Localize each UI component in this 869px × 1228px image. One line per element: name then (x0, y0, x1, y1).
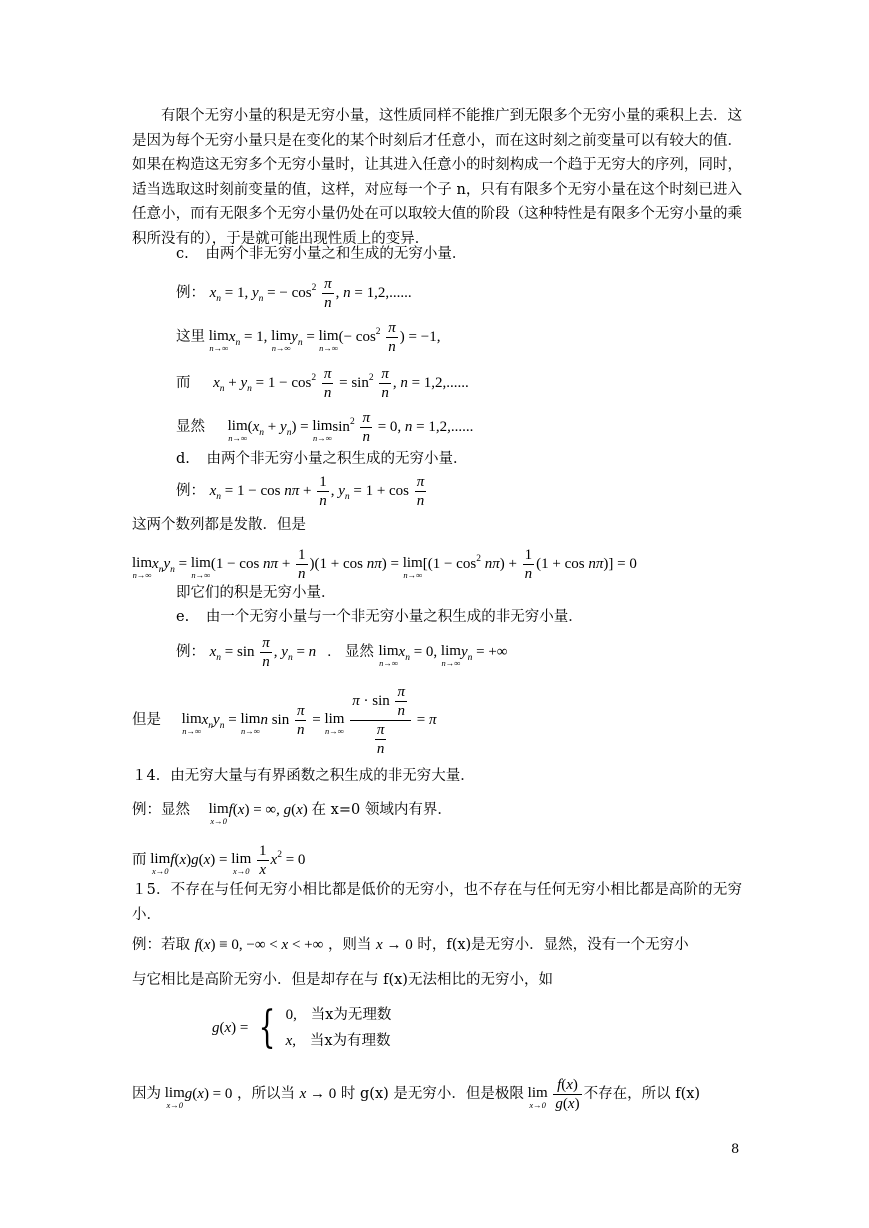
d-example-label: 例： (176, 483, 205, 499)
c-here-label: 这里 (176, 329, 205, 345)
s14-example-line (132, 792, 452, 828)
s15-x-to-0-b: x → 0 (299, 1086, 337, 1102)
s15-example-line (132, 932, 689, 958)
item-e-text: 由一个无穷小量与一个非无穷小量之积生成的非无穷小量． (205, 609, 583, 625)
s14-example-formula: lim x→0 f(x) = ∞, g(x) (208, 801, 312, 827)
c-example-line (176, 270, 412, 317)
c-and-label: 而 (176, 375, 191, 391)
s14-and-line (132, 836, 305, 879)
item-d-text: 由两个非无穷小量之积生成的无穷小量． (206, 451, 468, 467)
d-both-divergent: 这两个数列都是发散．但是 (132, 517, 306, 533)
s14-example-label: 例：显然 (132, 802, 190, 818)
d-product-is-infinitesimal: 即它们的积是无穷小量． (176, 585, 336, 601)
section-15-heading: １5．不存在与任何无穷小相比都是低价的无穷小，也不存在与任何无穷小相比都是高阶的无穷小． (132, 882, 742, 923)
s15-gx-lhs: g(x) = (212, 1020, 249, 1036)
s15-lim-gx: lim x→0 g(x) = 0 (164, 1085, 233, 1111)
item-d-marker: d. (176, 451, 190, 467)
item-e (176, 607, 583, 627)
c-example-label: 例： (176, 285, 205, 301)
e-example-line (176, 633, 507, 677)
s15-so-when: ，所以当 (237, 1086, 296, 1102)
s15-ratio-limit: lim x→0 $\frac{f(x)}{g(x)}$ (527, 1077, 580, 1113)
s15-because-line (132, 1072, 700, 1116)
e-clearly-formula: lim n→∞ $x_n = 0$, lim n→∞ $y_n$ = +∞ (378, 643, 508, 669)
item-c-marker: c. (176, 246, 189, 262)
s14-bounded-text: 在 x=0 领域内有界． (311, 802, 452, 818)
c-sum-formula: $x_n + y_n = 1 - \cos^2$ $\frac{\pi}{n}$ = $\sin^2$ $\frac{\pi}{n}$ , n = 1,2,...... (213, 366, 469, 402)
d-example-line (176, 472, 428, 516)
brace-icon: { (258, 1002, 276, 1053)
e-example-label: 例： (176, 644, 205, 660)
e-but-label: 但是 (132, 712, 161, 728)
c-limit-formula: lim n→∞ $x_n = 1$, lim n→∞ $y_n$ = lim n→∞ (− $\cos^2$ $\frac{\pi}{n}$ ) = −1, (208, 320, 441, 356)
s14-and-formula: lim x→0 f(x)g(x) = lim x→0 $\frac{1}{x}$ $x^2 = 0$ (150, 843, 306, 879)
s15-gx-cases (253, 1000, 391, 1056)
c-sum-line (176, 359, 469, 408)
d-product-limit: lim n→∞ $x_ny_n$ = lim n→∞ (1 − cos nπ + $\frac{1}{n}$ )(1 + cos nπ) = lim n→∞ [$(1 - \cos^2 n\pi)$ + $\frac{1}{n}$ (1 + cos nπ)] = 0 (132, 547, 637, 583)
item-d (176, 449, 468, 469)
item-e-marker: e. (176, 609, 190, 625)
d-example-formula: $x_n = 1 - \cos n\pi$ + $\frac{1}{n}$ , $y_n = 1 + \cos$ $\frac{\pi}{n}$ (209, 474, 425, 510)
e-example-formula: $x_n = \sin$ $\frac{\pi}{n}$ , $y_n = n$ . (209, 635, 335, 671)
s15-not-exist: 不存在，所以 f(x) (583, 1086, 701, 1102)
s15-higher-order: 与它相比是高阶无穷小．但是却存在与 f(x)无法相比的无穷小，如 (132, 972, 553, 988)
s15-case-irrational: 0, 当x为无理数 (285, 1007, 392, 1023)
c-example-formula: $x_n = 1$, $y_n$ = − $\cos^2$ $\frac{\pi}{n}$ , n = 1,2,...... (209, 276, 412, 312)
s15-fx-def: f(x) ≡ 0, −∞ < x < +∞ (194, 937, 324, 953)
s14-and-label: 而 (132, 852, 147, 868)
s15-then-when: ，则当 (327, 937, 372, 953)
e-but-line (132, 682, 436, 764)
e-clearly-label: 显然 (344, 644, 374, 660)
s15-gx-definition (212, 1000, 391, 1056)
c-clearly-line (176, 403, 473, 452)
s15-case-rational: x, 当x为有理数 (285, 1033, 391, 1049)
c-clearly-formula: lim n→∞ $(x_n + y_n)$ = lim n→∞ $\sin^2$ $\frac{\pi}{n}$ = 0, n = 1,2,...... (227, 410, 474, 446)
s15-gx-infinitesimal: 时 g(x) 是无穷小．但是极限 (340, 1086, 524, 1102)
c-clearly-label: 显然 (176, 419, 205, 435)
s15-because-label: 因为 (132, 1086, 161, 1102)
item-c (176, 244, 466, 264)
d-product-formula (132, 540, 637, 589)
e-but-formula: lim n→∞ $x_ny_n$ = lim n→∞ n sin $\frac{\pi}{n}$ = lim n→∞ π · sin $\frac{\pi}{n}$ $\frac{\pi}{n}$ = π (181, 684, 437, 758)
s15-example-prefix: 例：若取 (132, 937, 190, 953)
s15-is-infinitesimal: 时，f(x)是无穷小．显然，没有一个无穷小 (417, 937, 689, 953)
page-number: 8 (731, 1142, 740, 1157)
section-14-heading: １4．由无穷大量与有界函数之积生成的非无穷大量． (132, 768, 475, 784)
s15-x-to-0: x → 0 (376, 937, 413, 953)
c-here-line (176, 313, 440, 362)
item-c-text: 由两个非无穷小量之和生成的无穷小量． (205, 246, 467, 262)
intro-paragraph: 有限个无穷小量的积是无穷小量，这性质同样不能推广到无限多个无穷小量的乘积上去．这是因为每个无穷小量只是在变化的某个时刻后才任意小，而在这时刻之前变量可以有较大的值．如果在构造这无穷多个无穷小量时，让其进入任意小的时刻构成一个趋于无穷大的序列，同时，适当选取这时刻前变量的值，这样，对应每一个子 n，只有有限多个无穷小量在这个时刻已进入任意小，而有无限多个无穷小量仍处在可以取较大值的阶段（这种特性是有限多个无穷小量的乘积所没有的），于是就可能出现性质上的变异． (132, 108, 742, 247)
